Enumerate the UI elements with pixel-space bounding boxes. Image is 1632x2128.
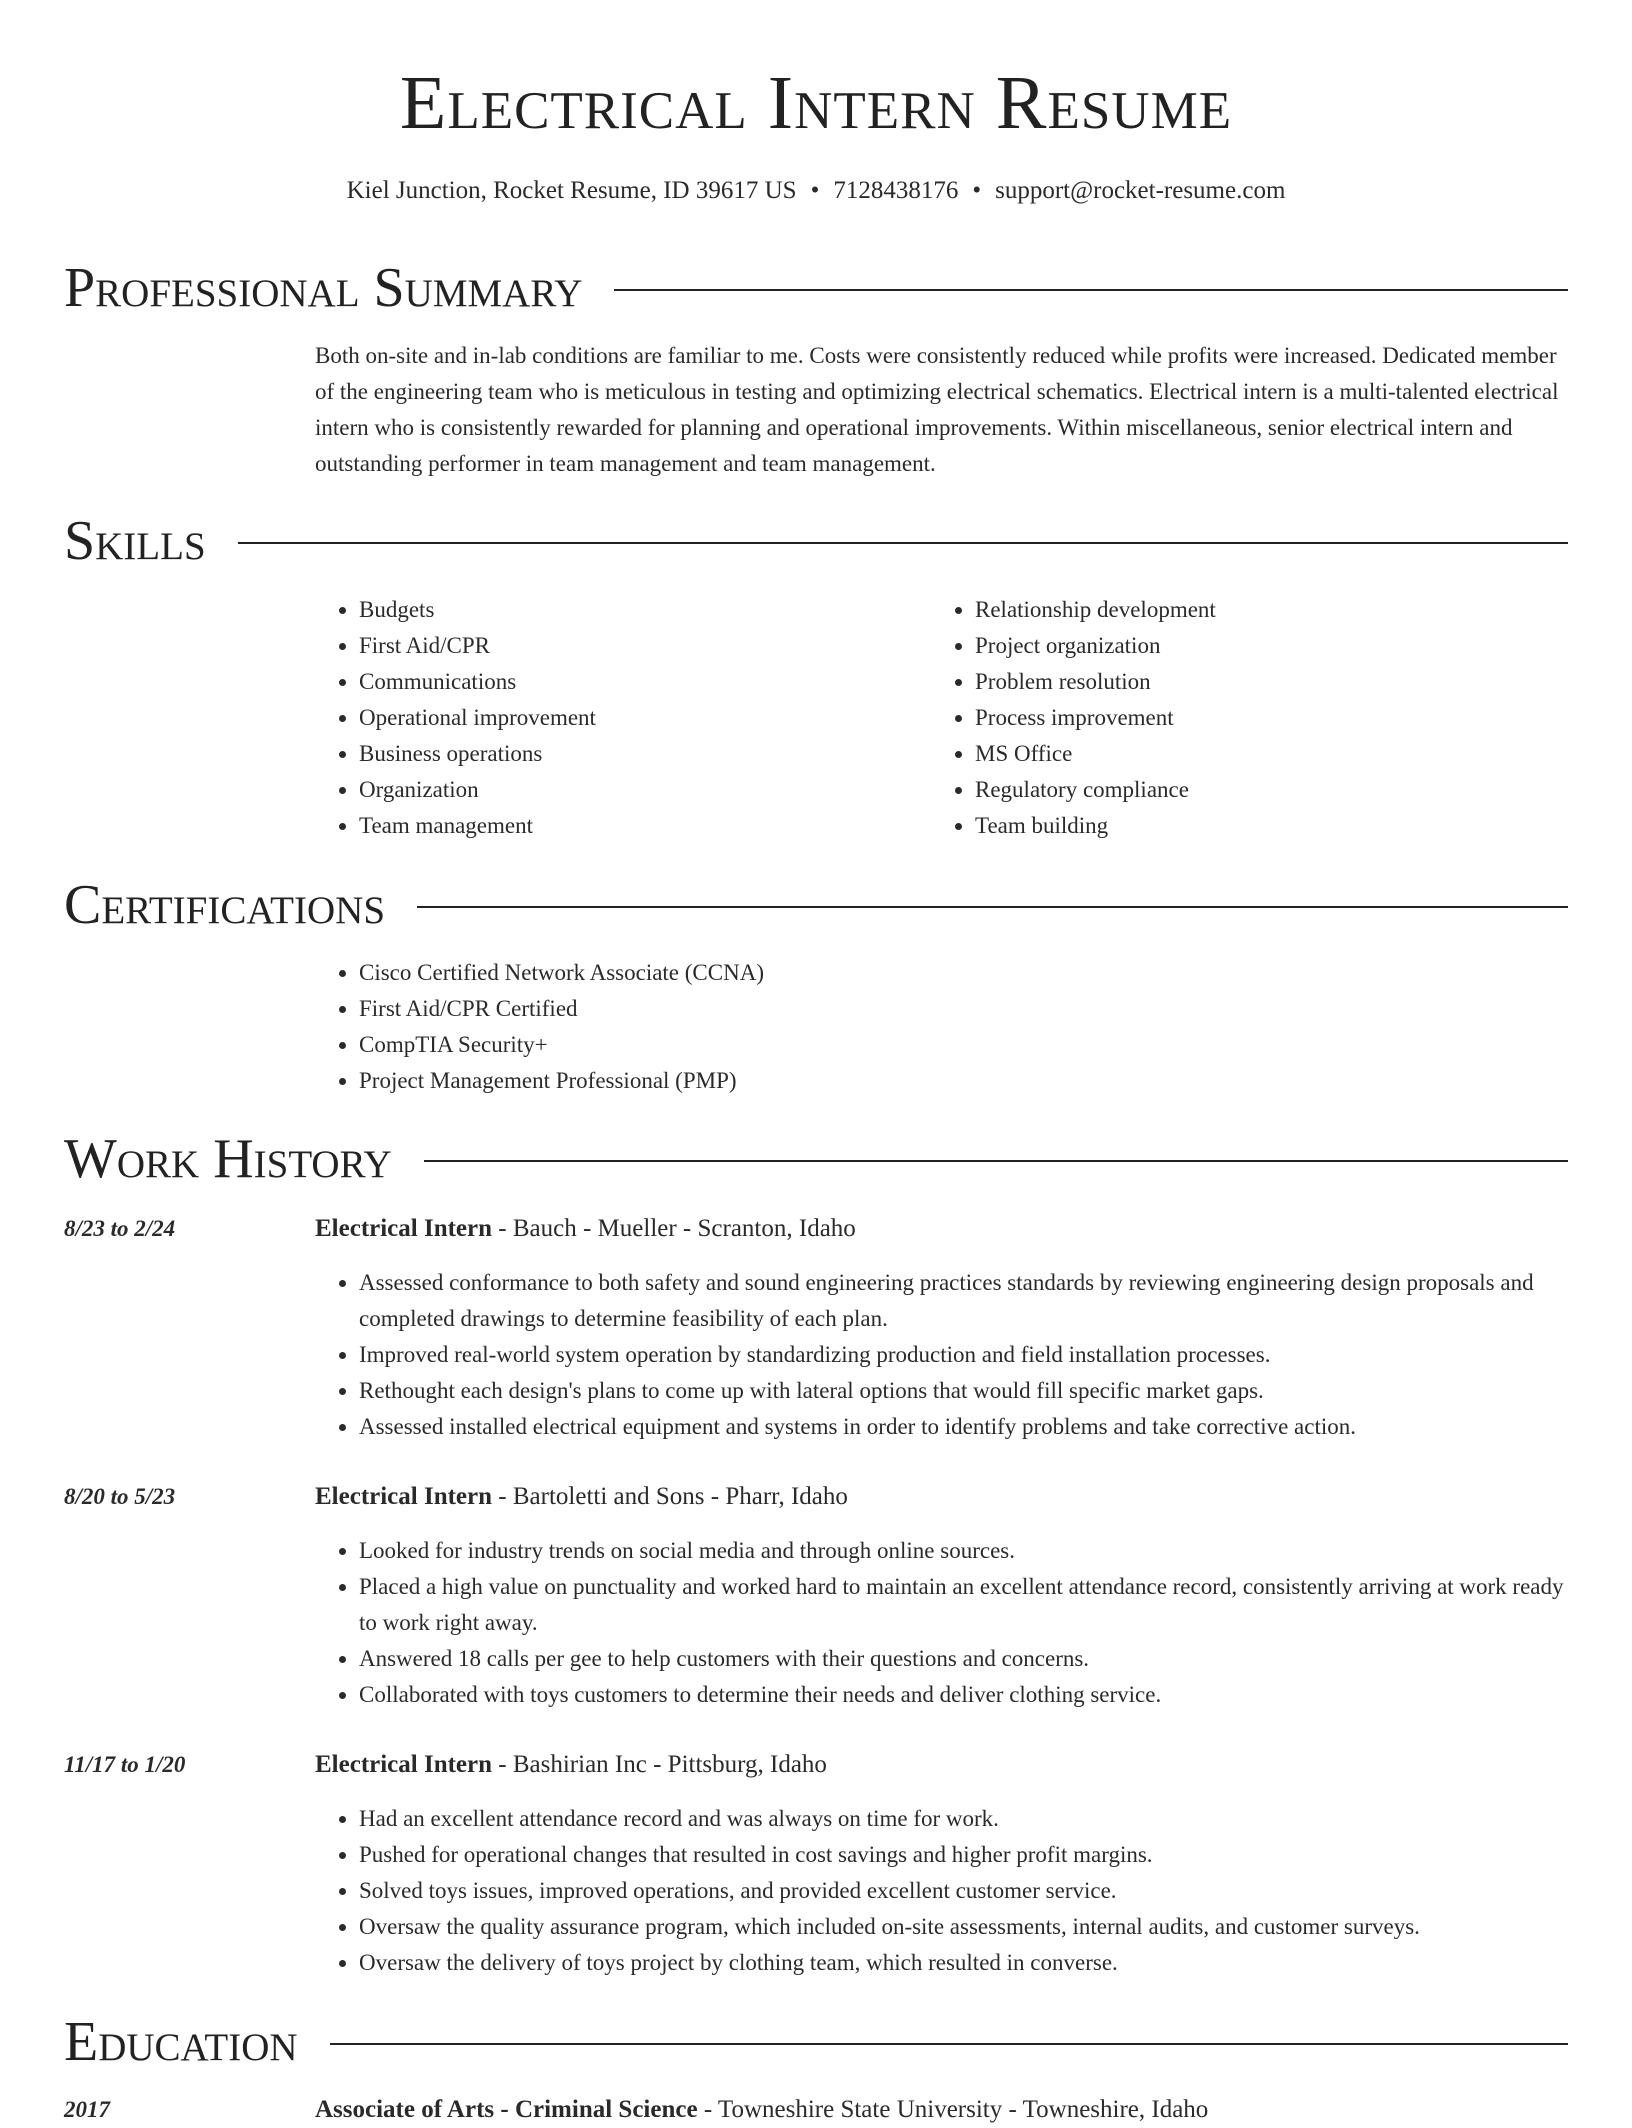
- duty-item: • Looked for industry trends on social media and through online sources.: [359, 1533, 1568, 1569]
- section-divider: [238, 542, 1568, 544]
- job-dates: 11/17 to 1/20: [64, 1752, 186, 1777]
- skill-item: • First Aid/CPR: [359, 628, 931, 664]
- job-details: - Bashirian Inc - Pittsburg, Idaho: [492, 1751, 827, 1778]
- skill-item: • MS Office: [975, 736, 1547, 772]
- duty-item: • Assessed conformance to both safety and sound engineering practices standards by reviewing engineering design proposals and completed drawings to determine feasibility of each plan.: [359, 1265, 1568, 1337]
- section-divider: [417, 906, 1568, 908]
- job-role: Electrical Intern: [315, 1483, 493, 1510]
- skill-item: • Project organization: [975, 628, 1547, 664]
- summary-section-header: [64, 255, 1568, 321]
- job-headline: [315, 1747, 827, 1783]
- duty-item: • Assessed installed electrical equipment and systems in order to identify problems and take corrective action.: [359, 1409, 1568, 1445]
- address: Kiel Junction, Rocket Resume, ID 39617 US: [346, 177, 797, 204]
- duty-item: • Had an excellent attendance record and was always on time for work.: [359, 1801, 1568, 1837]
- duty-item: • Improved real-world system operation by standardizing production and field installation processes.: [359, 1337, 1568, 1373]
- duty-item: • Oversaw the delivery of toys project by clothing team, which resulted in converse.: [359, 1945, 1568, 1981]
- job-details: - Bauch - Mueller - Scranton, Idaho: [492, 1215, 856, 1242]
- duty-item: • Pushed for operational changes that resulted in cost savings and higher profit margins.: [359, 1837, 1568, 1873]
- skill-item: • Regulatory compliance: [975, 772, 1547, 808]
- skill-item: • Team building: [975, 808, 1547, 844]
- education-year: 2017: [64, 2097, 110, 2122]
- contact-line: [0, 174, 1632, 208]
- summary-text: Both on-site and in-lab conditions are familiar to me. Costs were consistently reduced while profits were increased. Dedicated member of the engineering team who is meticulous in testing and optimizing electrical schematics. Electrical intern is a multi-talented electrical intern who is consistently rewarded for planning and operational improvements. Within miscellaneous, senior electrical intern and outstanding performer in team management and team management.: [315, 343, 1559, 476]
- duty-item: • Collaborated with toys customers to determine their needs and deliver clothing service.: [359, 1677, 1568, 1713]
- job-role: Electrical Intern: [315, 1215, 493, 1242]
- job-headline: [315, 1211, 856, 1247]
- skill-item: • Business operations: [359, 736, 931, 772]
- skill-item: • Budgets: [359, 592, 931, 628]
- section-heading: Certifications: [64, 874, 386, 936]
- duty-item: • Solved toys issues, improved operations, and provided excellent customer service.: [359, 1873, 1568, 1909]
- job-dates: 8/20 to 5/23: [64, 1484, 176, 1509]
- separator: •: [972, 177, 982, 204]
- job-details: - Bartoletti and Sons - Pharr, Idaho: [492, 1483, 848, 1510]
- skill-item: • Team management: [359, 808, 931, 844]
- section-divider: [330, 2043, 1568, 2045]
- job-headline: [315, 1479, 848, 1515]
- certification-item: • CompTIA Security+: [359, 1027, 1568, 1063]
- job-duties: [315, 1265, 1568, 1445]
- skills-section-header: [64, 508, 1568, 574]
- education-degree: Associate of Arts - Criminal Science: [315, 2096, 698, 2123]
- section-heading: Education: [64, 2011, 298, 2073]
- education-details: - Towneshire State University - Towneshire, Idaho: [697, 2096, 1209, 2123]
- duty-item: • Answered 18 calls per gee to help customers with their questions and concerns.: [359, 1641, 1568, 1677]
- separator: •: [810, 177, 820, 204]
- skill-item: • Process improvement: [975, 700, 1547, 736]
- certifications-list: [315, 955, 1568, 1099]
- education-section-header: [64, 2009, 1568, 2075]
- education-headline: [315, 2092, 1208, 2128]
- skill-item: • Relationship development: [975, 592, 1547, 628]
- certification-item: • Cisco Certified Network Associate (CCNA): [359, 955, 1568, 991]
- email: support@rocket-resume.com: [995, 177, 1286, 204]
- skills-column-left: [315, 592, 931, 844]
- skill-item: • Organization: [359, 772, 931, 808]
- skill-item: • Communications: [359, 664, 931, 700]
- section-heading: Skills: [64, 510, 206, 572]
- skills-column-right: [931, 592, 1547, 844]
- skill-item: • Problem resolution: [975, 664, 1547, 700]
- section-divider: [614, 289, 1568, 291]
- work-history-section-header: [64, 1126, 1568, 1192]
- job-role: Electrical Intern: [315, 1751, 493, 1778]
- certification-item: • Project Management Professional (PMP): [359, 1063, 1568, 1099]
- certifications-section-header: [64, 872, 1568, 938]
- job-duties: [315, 1533, 1568, 1713]
- skills-list: [315, 592, 1568, 844]
- section-divider: [424, 1160, 1568, 1162]
- resume-title: Electrical Intern Resume: [399, 61, 1233, 145]
- section-heading: Professional Summary: [64, 257, 583, 319]
- skill-item: • Operational improvement: [359, 700, 931, 736]
- job-duties: [315, 1801, 1568, 1981]
- certification-item: • First Aid/CPR Certified: [359, 991, 1568, 1027]
- phone: 7128438176: [833, 177, 959, 204]
- duty-item: • Placed a high value on punctuality and worked hard to maintain an excellent attendance record, consistently arriving at work ready to work right away.: [359, 1569, 1568, 1641]
- section-heading: Work History: [64, 1128, 392, 1190]
- job-dates: 8/23 to 2/24: [64, 1216, 176, 1241]
- duty-item: • Oversaw the quality assurance program, which included on-site assessments, internal audits, and customer surveys.: [359, 1909, 1568, 1945]
- duty-item: • Rethought each design's plans to come up with lateral options that would fill specific market gaps.: [359, 1373, 1568, 1409]
